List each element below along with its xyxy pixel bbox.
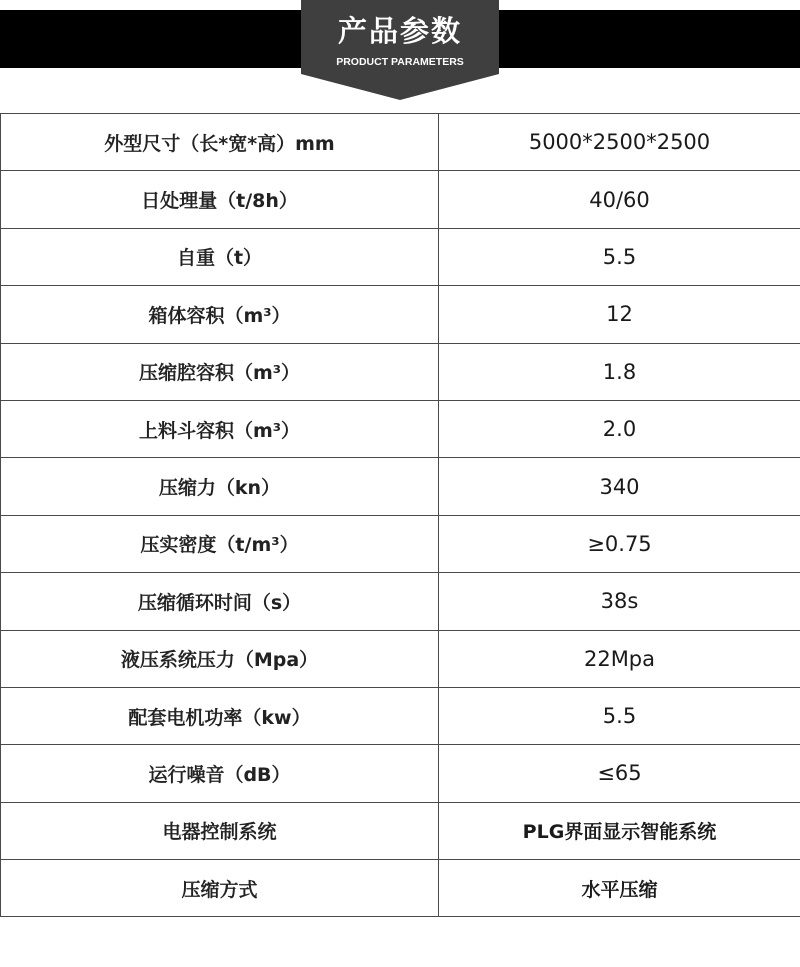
param-label: 压缩循环时间（s） (1, 573, 439, 630)
param-value: 22Mpa (439, 630, 800, 687)
param-value: 水平压缩 (439, 860, 800, 917)
param-value: 5.5 (439, 687, 800, 744)
table-row (1, 630, 800, 687)
param-value: 5000*2500*2500 (439, 114, 800, 171)
param-label: 运行噪音（dB） (1, 745, 439, 802)
page-subtitle: PRODUCT PARAMETERS (336, 56, 464, 68)
page-title: 产品参数 (337, 14, 462, 48)
param-label: 压缩力（kn） (1, 458, 439, 515)
param-label: 箱体容积（m³） (1, 286, 439, 343)
parameters-table (0, 113, 800, 917)
param-label: 自重（t） (1, 228, 439, 285)
table-row (1, 802, 800, 859)
param-value: 340 (439, 458, 800, 515)
param-label: 压缩腔容积（m³） (1, 343, 439, 400)
table-row (1, 171, 800, 228)
param-value: 12 (439, 286, 800, 343)
table-row (1, 343, 800, 400)
param-value: 40/60 (439, 171, 800, 228)
table-row (1, 228, 800, 285)
param-value: 2.0 (439, 400, 800, 457)
table-row (1, 114, 800, 171)
header-badge (301, 0, 499, 100)
param-value: 38s (439, 573, 800, 630)
table-row (1, 573, 800, 630)
param-label: 外型尺寸（长*宽*高）mm (1, 114, 439, 171)
param-label: 压实密度（t/m³） (1, 515, 439, 572)
param-label: 配套电机功率（kw） (1, 687, 439, 744)
param-label: 电器控制系统 (1, 802, 439, 859)
param-label: 上料斗容积（m³） (1, 400, 439, 457)
param-value: ≤65 (439, 745, 800, 802)
table-row (1, 286, 800, 343)
param-value: PLG界面显示智能系统 (439, 802, 800, 859)
table-row (1, 458, 800, 515)
param-value: ≥0.75 (439, 515, 800, 572)
table-row (1, 515, 800, 572)
param-value: 1.8 (439, 343, 800, 400)
param-label: 压缩方式 (1, 860, 439, 917)
param-label: 日处理量（t/8h） (1, 171, 439, 228)
table-row (1, 860, 800, 917)
param-label: 液压系统压力（Mpa） (1, 630, 439, 687)
table-row (1, 400, 800, 457)
param-value: 5.5 (439, 228, 800, 285)
table-row (1, 745, 800, 802)
table-row (1, 687, 800, 744)
